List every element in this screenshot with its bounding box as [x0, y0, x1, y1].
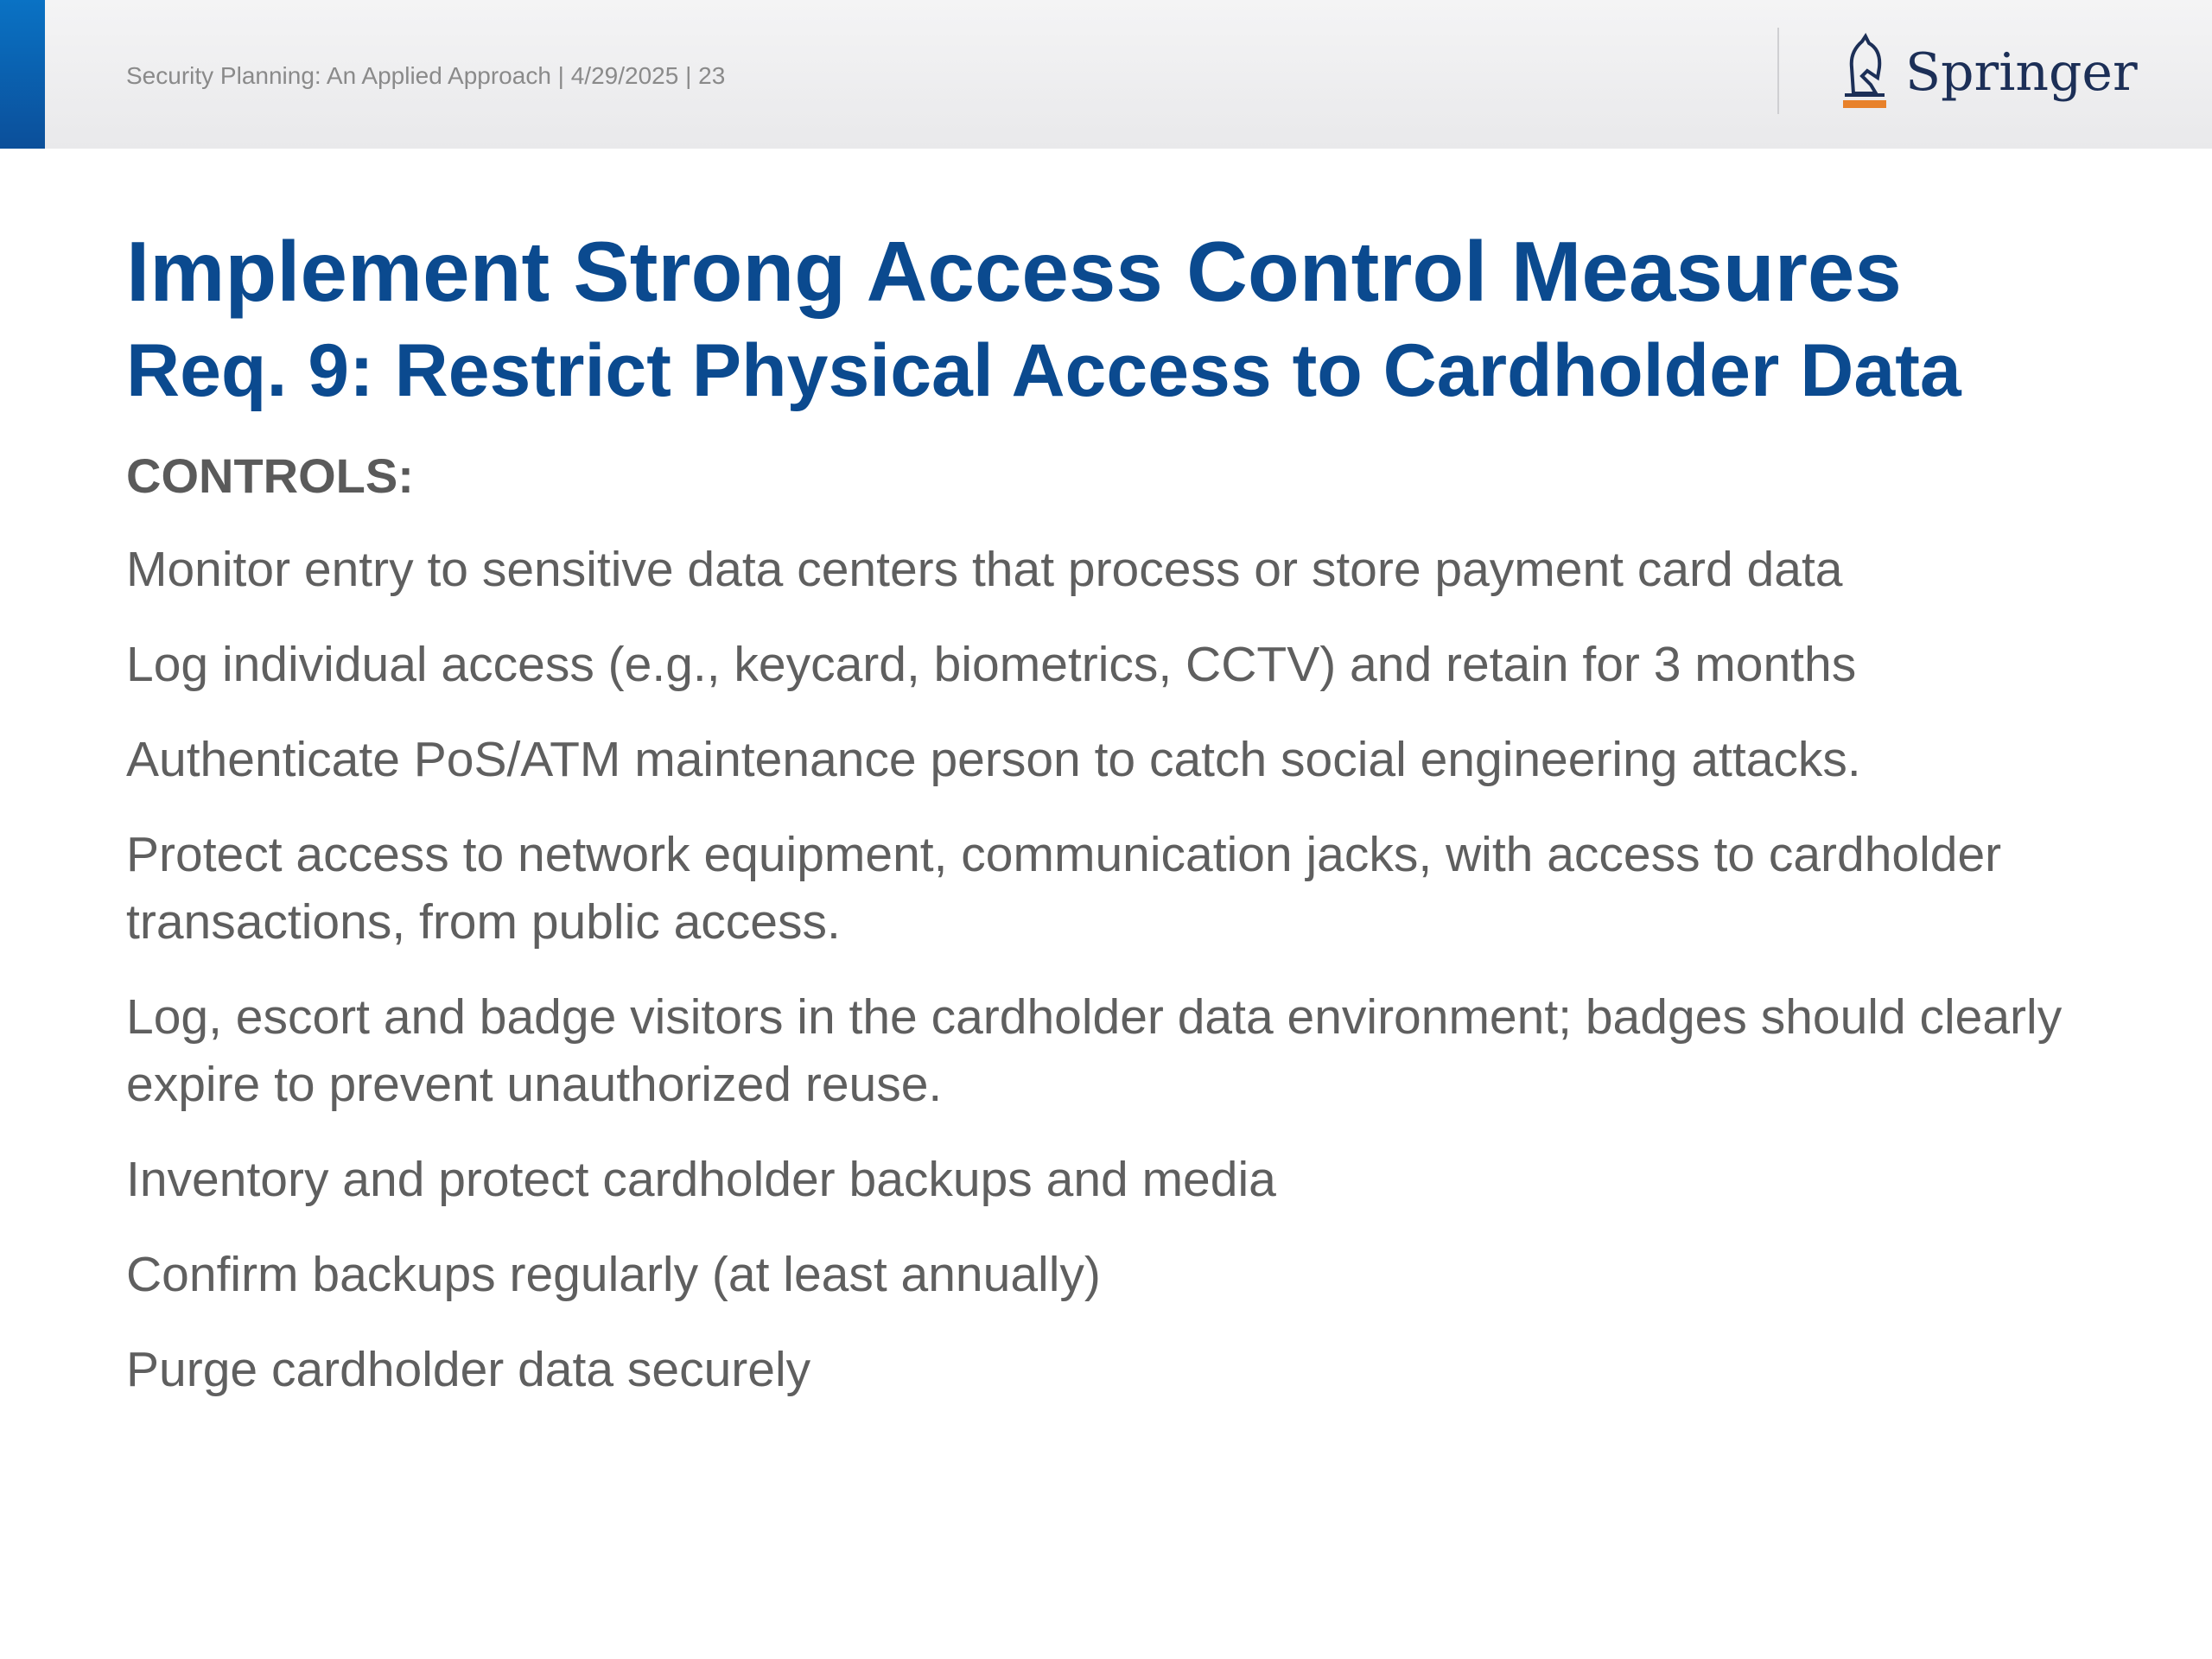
slide-title: Implement Strong Access Control Measures: [126, 224, 1902, 319]
controls-list: [126, 536, 2113, 1431]
list-item: Inventory and protect cardholder backups and media: [126, 1152, 1276, 1207]
section-label: CONTROLS:: [126, 448, 414, 503]
list-item: Log, escort and badge visitors in the cardholder data environment; badges should clearly expire to prevent unauthorized reuse.: [126, 989, 2063, 1112]
list-item: Authenticate PoS/ATM maintenance person to catch social engineering attacks.: [126, 732, 1861, 787]
springer-logo: [1836, 31, 2138, 114]
logo-text: Springer: [1905, 42, 2138, 103]
slide-header: [0, 0, 2212, 149]
list-item: Log individual access (e.g., keycard, biometrics, CCTV) and retain for 3 months: [126, 637, 1857, 692]
slide-subtitle: Req. 9: Restrict Physical Access to Cardholder Data: [126, 329, 1961, 412]
header-divider: [1777, 28, 1779, 114]
list-item: Confirm backups regularly (at least annually): [126, 1247, 1101, 1302]
list-item: Protect access to network equipment, communication jacks, with access to cardholder transactions, from public access.: [126, 827, 2002, 950]
chess-knight-icon: [1836, 33, 1893, 112]
list-item: Purge cardholder data securely: [126, 1342, 811, 1397]
list-item: Monitor entry to sensitive data centers that process or store payment card data: [126, 542, 1843, 597]
header-footer-text: Security Planning: An Applied Approach | 4/29/2025 | 23: [126, 62, 726, 89]
header-accent-bar: [0, 0, 45, 149]
